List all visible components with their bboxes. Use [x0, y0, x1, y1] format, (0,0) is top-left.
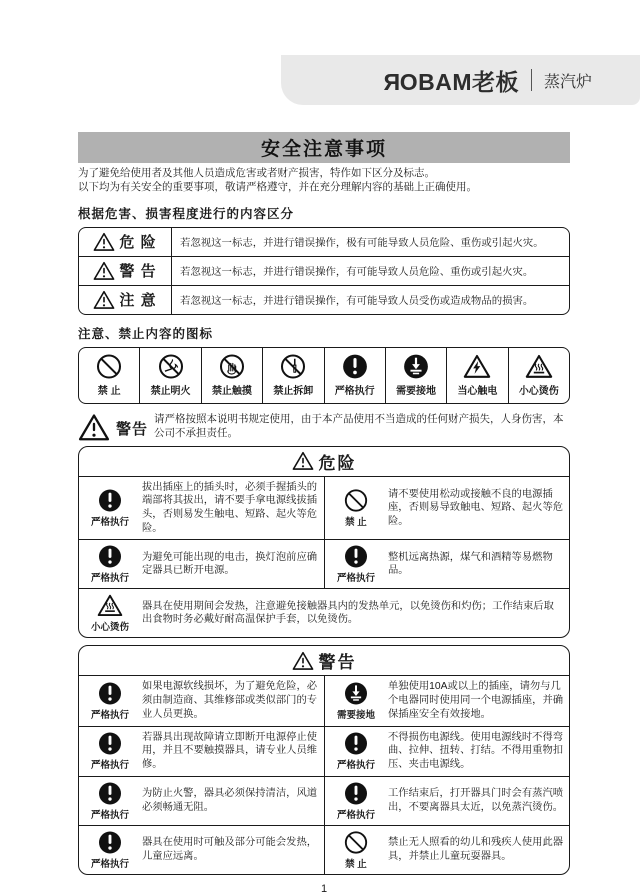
mandatory-icon [97, 681, 123, 706]
severity-table [78, 227, 570, 315]
severity-row-danger [79, 228, 569, 256]
prohibit-icon [343, 830, 369, 855]
no-flame-icon [157, 353, 185, 380]
legend-ground: 需要接地 [385, 348, 446, 403]
page-number: 1 [320, 882, 328, 895]
hot-surface-icon [525, 353, 553, 380]
mandatory-icon [341, 353, 369, 380]
warning-item: 严格执行 工作结束后，打开器具门时会有蒸汽喷出，不要离器具太近，以免蒸汽烫伤。 [324, 776, 569, 825]
mandatory-icon [343, 544, 369, 569]
warning-item: 严格执行 不得损伤电源线。使用电源线时不得弯曲、拉伸、扭转、打结。不得用重物扣压、夹击电源线。 [324, 726, 569, 776]
warning-triangle-icon [93, 261, 115, 281]
mandatory-icon [97, 488, 123, 513]
severity-label: 警 告 [119, 263, 157, 281]
legend-shock: 当心触电 [446, 348, 507, 403]
warning-item: 禁 止 禁止无人照看的幼儿和残疾人使用此器具，并禁止儿童玩耍器具。 [324, 825, 569, 874]
legend-hot: 小心烫伤 [508, 348, 569, 403]
intro-line-2: 以下均为有关安全的重要事项，敬请严格遵守，并在充分理解内容的基础上正确使用。 [78, 180, 477, 193]
disclaimer-label: 警告 [116, 420, 149, 438]
no-touch-icon [218, 353, 246, 380]
product-name: 蒸汽炉 [543, 73, 592, 91]
severity-row-caution [79, 285, 569, 314]
danger-item: 禁 止 请不要使用松动或接触不良的电源插座，否则易导致触电、短路、起火等危险。 [324, 477, 569, 540]
legend-no-disassemble: 禁止拆卸 [262, 348, 323, 403]
severity-desc: 若忽视这一标志，并进行错误操作，有可能导致人员危险、重伤或引起火灾。 [180, 267, 534, 279]
warning-item: 严格执行 为防止火警，器具必须保持清洁，风道必须畅通无阻。 [79, 776, 324, 825]
page-title: 安全注意事项 [78, 132, 570, 163]
danger-item: 小心烫伤 器具在使用期间会发热，注意避免接触器具内的发热单元，以免烫伤和灼伤；工作结束后取出食物时务必戴好耐高温保护手套，以免烫伤。 [79, 588, 569, 637]
danger-box-header [79, 447, 569, 477]
severity-desc: 若忽视这一标志，并进行错误操作，有可能导致人员受伤或造成物品的损害。 [180, 296, 534, 308]
danger-item: 严格执行 为避免可能出现的电击，换灯泡前应确定器具已断开电源。 [79, 539, 324, 588]
warning-triangle-icon [78, 413, 110, 442]
warning-box-header [79, 646, 569, 676]
electric-shock-icon [463, 353, 491, 380]
danger-box [78, 446, 570, 639]
warning-triangle-icon [93, 290, 115, 310]
prohibit-icon [343, 488, 369, 513]
legend-no-flame: 禁止明火 [139, 348, 200, 403]
ground-icon [402, 353, 430, 380]
warning-triangle-icon [93, 232, 115, 252]
warning-item: 需要接地 单独使用10A或以上的插座，请勿与几个电器同时使用同一个电源插座，并确保插座安全有效接地。 [324, 676, 569, 725]
icon-legend-table [78, 347, 570, 404]
disclaimer [78, 411, 570, 442]
danger-item: 严格执行 拔出插座上的插头时，必须手握插头的端部将其拔出，请不要手拿电源线拔插头，否则易发生触电、短路、起火等危险。 [90, 481, 318, 534]
severity-desc: 若忽视这一标志，并进行错误操作，极有可能导致人员危险、重伤或引起火灾。 [180, 238, 544, 250]
prohibit-icon [95, 353, 123, 380]
severity-row-warning [79, 256, 569, 285]
legend-prohibit: 禁 止 [79, 348, 139, 403]
warning-box-title: 警告 [318, 653, 357, 673]
ground-icon [343, 681, 369, 706]
danger-box-title: 危险 [318, 453, 357, 473]
intro-line-1: 为了避免给使用者及其他人员造成危害或者财产损害，特作如下区分及标志。 [78, 167, 435, 179]
mandatory-icon [343, 731, 369, 756]
no-disassemble-icon [279, 353, 307, 380]
legend-mandatory: 严格执行 [324, 348, 385, 403]
intro-text [78, 167, 570, 195]
mandatory-icon [343, 781, 369, 806]
mandatory-icon [97, 781, 123, 806]
robam-logo: ROBAM老板 [382, 68, 519, 95]
severity-label: 注 意 [119, 292, 157, 310]
warning-item: 严格执行 如果电源软线损坏，为了避免危险，必须由制造商、其维修部或类似部门的专业人员更换。 [90, 681, 318, 721]
mandatory-icon [97, 731, 123, 756]
hot-surface-icon [97, 593, 123, 618]
warning-box [78, 645, 570, 874]
danger-item: 严格执行 整机远离热源，煤气和酒精等易燃物品。 [324, 539, 569, 588]
mandatory-icon [97, 544, 123, 569]
severity-label: 危 险 [119, 234, 157, 252]
warning-item: 严格执行 器具在使用时可触及部分可能会发热，儿童应远离。 [79, 825, 324, 874]
icon-section-heading: 注意、禁止内容的图标 [78, 326, 214, 341]
legend-no-touch: 禁止触摸 [201, 348, 262, 403]
warning-item: 严格执行 若器具出现故障请立即断开电源停止使用，并且不要触摸器具，请专业人员维修。 [79, 726, 324, 776]
warning-triangle-icon [292, 451, 314, 471]
severity-section-heading: 根据危害、损害程度进行的内容区分 [78, 206, 295, 221]
mandatory-icon [97, 830, 123, 855]
warning-triangle-icon [292, 651, 314, 671]
disclaimer-text: 请严格按照本说明书规定使用，由于本产品使用不当造成的任何财产损失，人身伤害，本公司不承担责任。 [154, 412, 564, 439]
